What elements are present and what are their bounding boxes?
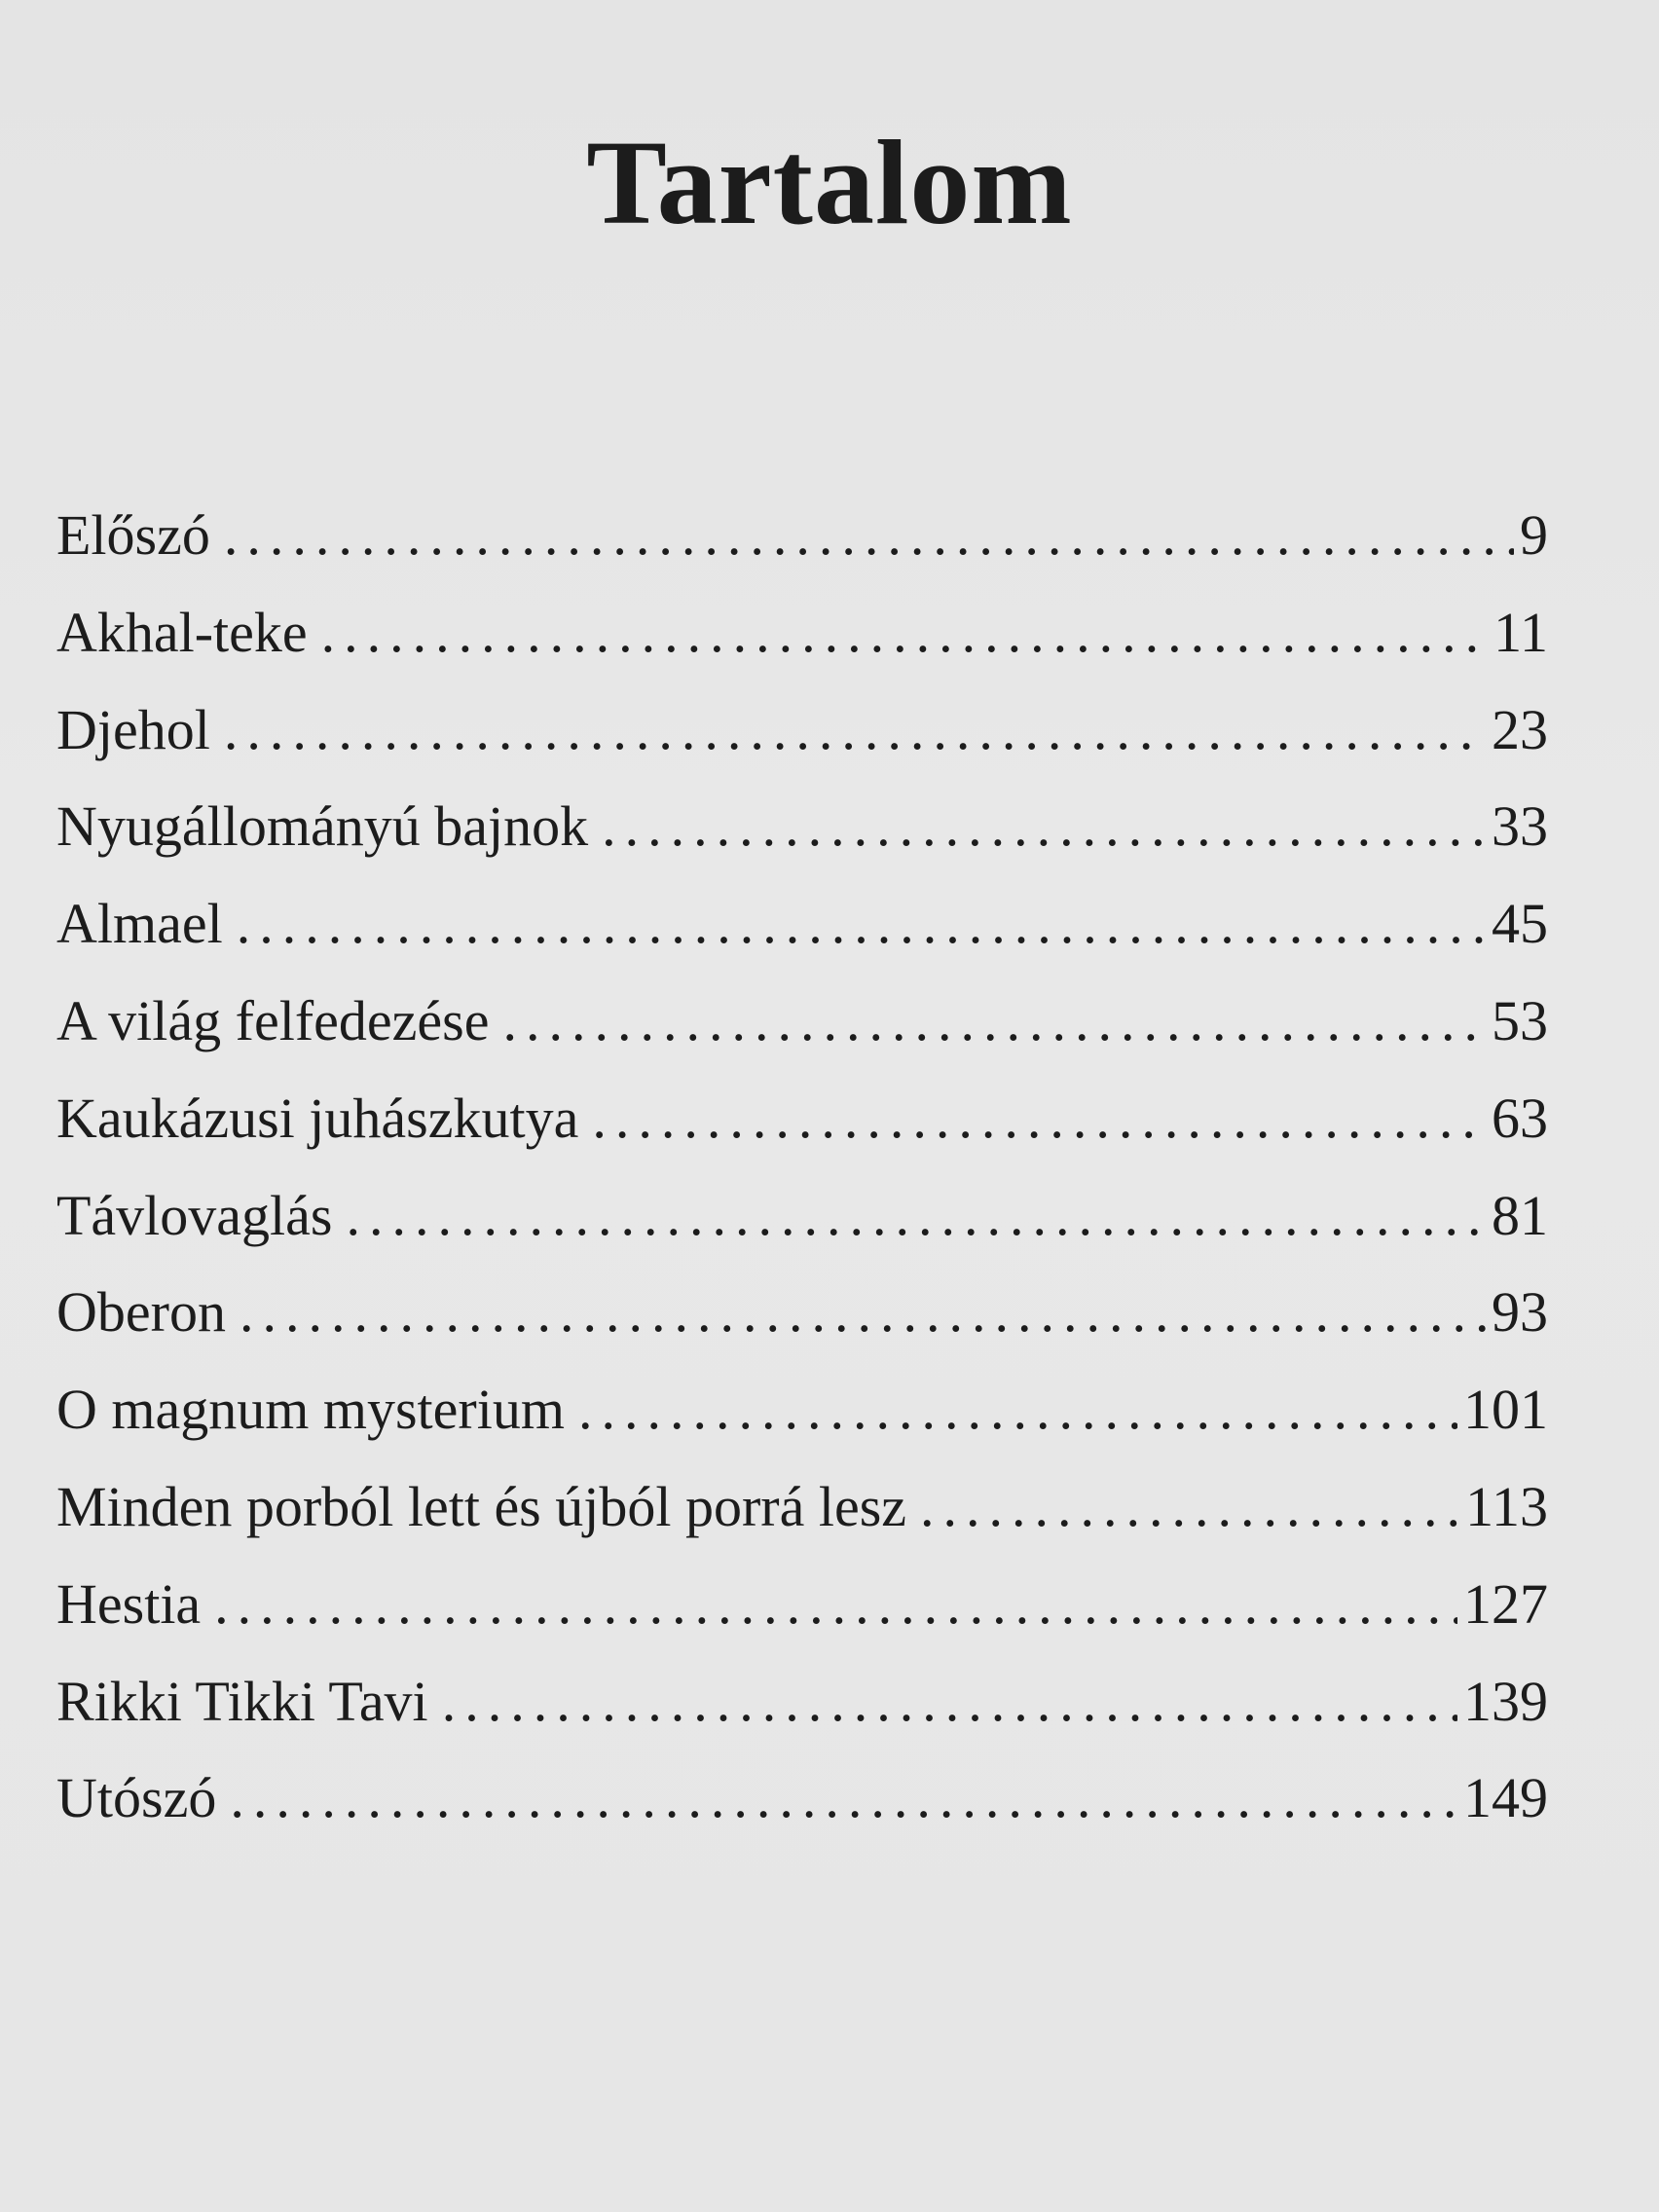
- toc-entry: [56, 1070, 1548, 1167]
- dot-leader: [210, 682, 1486, 779]
- toc-entry: [56, 1361, 1548, 1458]
- toc-entry-page: 45: [1492, 892, 1548, 956]
- dot-leader: [428, 1653, 1457, 1751]
- toc-entry-page: 9: [1520, 503, 1548, 567]
- toc-entry-page: 23: [1492, 697, 1548, 761]
- dot-leader: [489, 973, 1486, 1070]
- dot-leader: [210, 487, 1514, 584]
- toc-entry-page: 93: [1492, 1280, 1548, 1345]
- dot-leader: [216, 1750, 1457, 1847]
- dot-leader: [588, 778, 1486, 875]
- dot-leader: [226, 1264, 1486, 1361]
- toc-entry-page: 11: [1493, 600, 1548, 664]
- toc-entry-title: Kaukázusi juhászkutya: [56, 1086, 579, 1150]
- toc-entry-title: Oberon: [56, 1280, 226, 1345]
- toc-entry-title: Djehol: [56, 697, 210, 761]
- dot-leader: [223, 875, 1486, 973]
- toc-entry-page: 33: [1492, 794, 1548, 859]
- toc-entry-page: 113: [1465, 1474, 1548, 1538]
- toc-entry: [56, 1167, 1548, 1265]
- toc-entry: [56, 682, 1548, 779]
- dot-leader: [565, 1361, 1457, 1458]
- toc-entry: [56, 778, 1548, 875]
- dot-leader: [308, 584, 1488, 682]
- toc-entry: [56, 1653, 1548, 1751]
- toc-entry-page: 127: [1463, 1571, 1548, 1636]
- toc-entry: [56, 1750, 1548, 1847]
- toc-entry: [56, 1458, 1548, 1556]
- toc-entry-title: Minden porból lett és újból porrá lesz: [56, 1474, 907, 1538]
- toc-entry-page: 149: [1463, 1766, 1548, 1830]
- dot-leader: [578, 1070, 1486, 1167]
- toc-entry-title: Utószó: [56, 1766, 217, 1830]
- toc-entry-title: Előszó: [56, 503, 210, 567]
- page-title: Tartalom: [586, 116, 1073, 249]
- toc-entry: [56, 584, 1548, 682]
- toc-entry-title: Almael: [56, 892, 223, 956]
- toc-entry-page: 139: [1463, 1669, 1548, 1733]
- toc-entry: [56, 973, 1548, 1070]
- toc-entry-page: 53: [1492, 988, 1548, 1052]
- toc-entry-title: Akhal-teke: [56, 600, 308, 664]
- toc-entry: [56, 1556, 1548, 1653]
- toc-entry-title: A világ felfedezése: [56, 988, 490, 1052]
- toc-entry: [56, 487, 1548, 584]
- toc-entry: [56, 875, 1548, 973]
- toc-entry-page: 63: [1492, 1086, 1548, 1150]
- toc-entry-title: O magnum mysterium: [56, 1378, 565, 1442]
- toc-entry: [56, 1264, 1548, 1361]
- toc-entry-title: Távlovaglás: [56, 1183, 333, 1247]
- dot-leader: [332, 1167, 1486, 1265]
- table-of-contents: [56, 487, 1548, 1847]
- dot-leader: [906, 1458, 1459, 1556]
- toc-entry-title: Hestia: [56, 1571, 202, 1636]
- dot-leader: [201, 1556, 1457, 1653]
- toc-entry-page: 101: [1463, 1378, 1548, 1442]
- toc-entry-title: Rikki Tikki Tavi: [56, 1669, 428, 1733]
- toc-entry-title: Nyugállományú bajnok: [56, 794, 589, 859]
- toc-entry-page: 81: [1492, 1183, 1548, 1247]
